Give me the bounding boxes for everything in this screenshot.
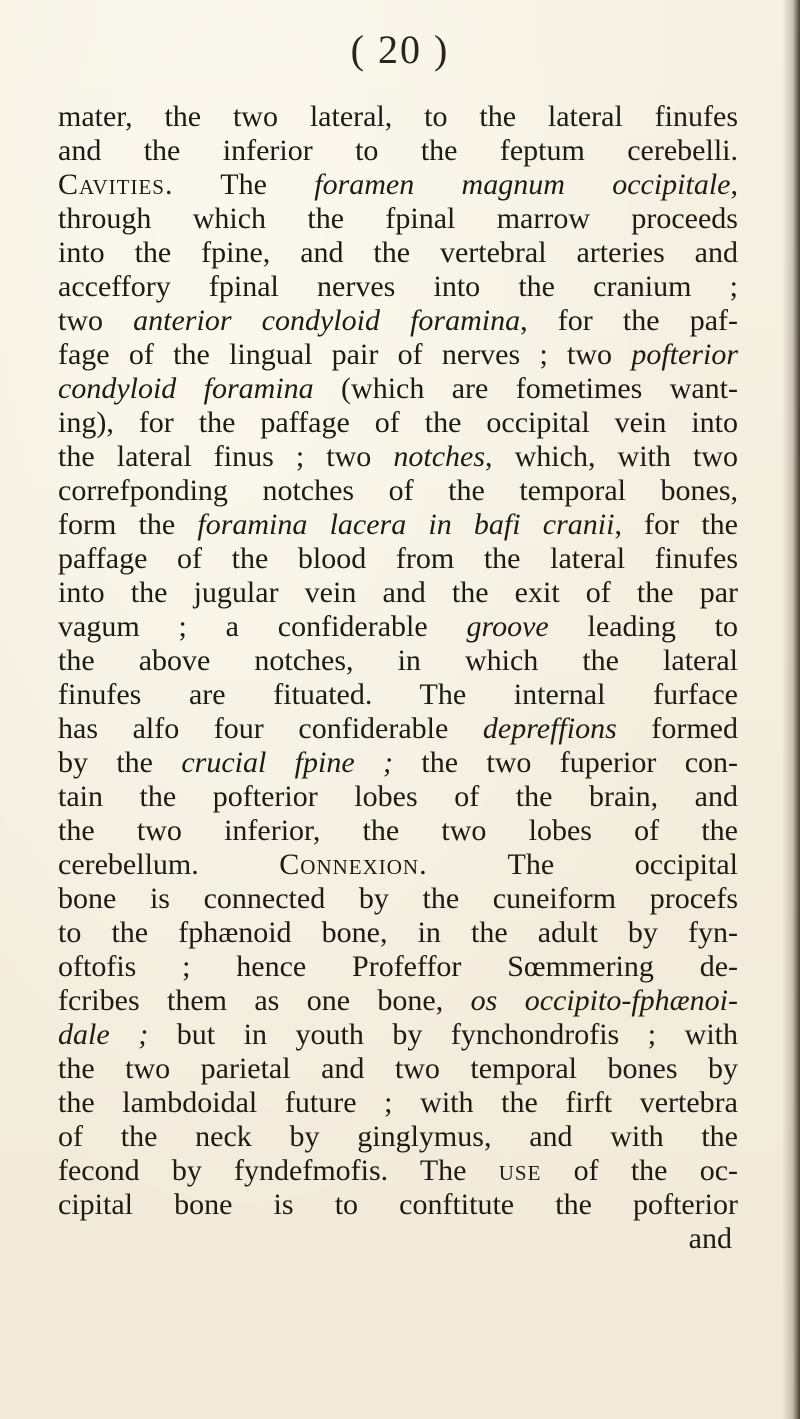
text-run: the two inferior, the two lobes of the — [58, 814, 738, 847]
italic-term: groove — [466, 610, 549, 643]
text-line — [58, 882, 738, 916]
page-number: ( 20 ) — [350, 27, 450, 72]
text-run: the lateral finus ; two — [58, 440, 394, 473]
italic-term: anterior condyloid foramina — [133, 304, 521, 337]
text-line — [58, 236, 738, 270]
text-line — [58, 712, 738, 746]
text-line — [58, 338, 738, 372]
text-run: fage of the lingual pair of nerves ; two — [58, 338, 632, 371]
text-line — [58, 542, 738, 576]
text-line — [58, 1154, 738, 1188]
text-run: correfponding notches of the temporal bones, — [58, 474, 738, 507]
text-run: The occipital — [427, 848, 738, 881]
text-line — [58, 1086, 738, 1120]
text-line — [58, 474, 738, 508]
text-run: , which, with two — [485, 440, 738, 473]
text-run: fecond by fyndefmofis. The — [58, 1154, 499, 1187]
section-heading: Cavities. — [58, 168, 174, 201]
text-run: into the jugular vein and the exit of the par — [58, 576, 738, 609]
text-run: by the — [58, 746, 182, 779]
body-text — [58, 100, 738, 1256]
text-run: through which the fpinal marrow proceeds — [58, 202, 738, 235]
text-line — [58, 508, 738, 542]
text-run: paffage of the blood from the lateral finufes — [58, 542, 738, 575]
text-line — [58, 950, 738, 984]
text-run: the two parietal and two temporal bones by — [58, 1052, 738, 1085]
text-run: and — [688, 1222, 732, 1255]
section-heading: use — [498, 1154, 542, 1187]
text-run: bone is connected by the cuneiform procefs — [58, 882, 738, 915]
text-line — [58, 1188, 738, 1222]
italic-term: dale ; — [58, 1018, 149, 1051]
text-run: vagum ; a confiderable — [58, 610, 467, 643]
text-line — [58, 1222, 738, 1256]
text-line — [58, 202, 738, 236]
text-line — [58, 406, 738, 440]
text-run: but in youth by fynchondrofis ; with — [148, 1018, 738, 1051]
italic-term: pofterior — [631, 338, 738, 371]
text-line — [58, 1052, 738, 1086]
text-run: , for the — [614, 508, 738, 541]
text-run: , — [730, 168, 738, 201]
text-line — [58, 984, 738, 1018]
text-run: formed — [616, 712, 738, 745]
text-run: two — [58, 304, 134, 337]
text-run: cerebellum. — [58, 848, 280, 881]
text-run: the two fuperior con- — [393, 746, 738, 779]
text-run: cipital bone is to conftitute the pofterior — [58, 1188, 738, 1221]
text-line — [58, 610, 738, 644]
text-run: of the oc- — [541, 1154, 738, 1187]
text-run: finufes are fituated. The internal furface — [58, 678, 738, 711]
page-edge-shadow — [782, 0, 800, 1419]
text-run: fcribes them as one bone, — [58, 984, 471, 1017]
text-line — [58, 1018, 738, 1052]
text-line — [58, 746, 738, 780]
italic-term: depreffions — [482, 712, 617, 745]
text-run: the above notches, in which the lateral — [58, 644, 738, 677]
text-run: and the inferior to the feptum cerebelli. — [58, 134, 738, 167]
text-run: tain the pofterior lobes of the brain, and — [58, 780, 738, 813]
text-run: mater, the two lateral, to the lateral finufes — [58, 100, 738, 133]
text-line — [58, 644, 738, 678]
text-run: of the neck by ginglymus, and with the — [58, 1120, 738, 1153]
text-run: leading to — [548, 610, 739, 643]
text-line — [58, 304, 738, 338]
text-line — [58, 440, 738, 474]
text-run: the lambdoidal future ; with the firft vertebra — [58, 1086, 738, 1119]
text-line — [58, 1120, 738, 1154]
text-line — [58, 134, 738, 168]
text-run: (which are fometimes want- — [313, 372, 739, 405]
italic-term: notches — [393, 440, 486, 473]
text-run: oftofis ; hence Profeffor Sœmmering de- — [58, 950, 738, 983]
italic-term: foramen magnum occipitale — [314, 168, 731, 201]
text-line — [58, 814, 738, 848]
text-run: acceffory fpinal nerves into the cranium ; — [58, 270, 738, 303]
italic-term: condyloid foramina — [58, 372, 314, 405]
text-run: ing), for the paffage of the occipital vein into — [58, 406, 738, 439]
italic-term: os occipito-fphænoi- — [470, 984, 738, 1017]
text-line — [58, 168, 738, 202]
text-line — [58, 916, 738, 950]
text-run: into the fpine, and the vertebral arteries and — [58, 236, 738, 269]
text-line — [58, 100, 738, 134]
text-line — [58, 270, 738, 304]
text-run: , for the paf- — [520, 304, 738, 337]
text-line — [58, 780, 738, 814]
text-run: has alfo four confiderable — [58, 712, 483, 745]
text-line — [58, 678, 738, 712]
text-run: form the — [58, 508, 198, 541]
text-line — [58, 372, 738, 406]
text-run: The — [173, 168, 315, 201]
italic-term: foramina lacera in bafi cranii — [197, 508, 615, 541]
text-line — [58, 848, 738, 882]
text-run: to the fphænoid bone, in the adult by fyn- — [58, 916, 738, 949]
italic-term: crucial fpine ; — [181, 746, 394, 779]
section-heading: Connexion. — [279, 848, 428, 881]
text-line — [58, 576, 738, 610]
